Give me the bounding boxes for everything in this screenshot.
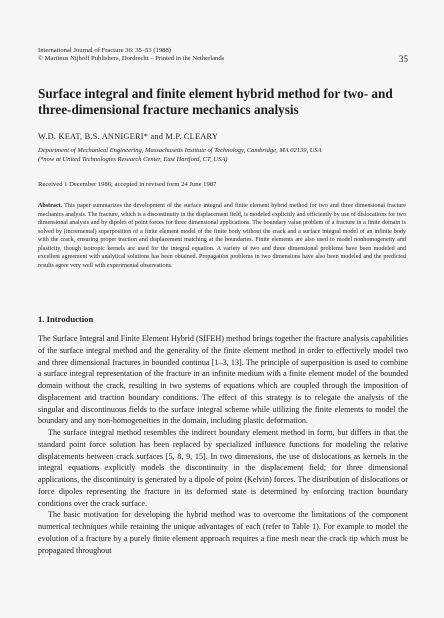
- affiliation: [38, 147, 410, 164]
- journal-line-2: © Martinus Nijhoff Publishers, Dordrecht – Printed in the Netherlands: [38, 55, 225, 63]
- section-heading: 1. Introduction: [38, 314, 94, 324]
- paragraph: The Surface Integral and Finite Element Hybrid (SIFEH) method brings together the fracture analysis capabilities of the surface integral method and the generality of the finite element method in order to effectively model two and three dimensional fractures in bounded continua [1–3, 13]. The principle of superposition is used to combine a surface integral representation of the fracture in an infinite medium with a finite element model of the bounded domain without the crack, resulting in two systems of equations which are coupled through the imposition of displacement and traction boundary conditions. The effect of this strategy is to relegate the analysis of the singular and discontinuous fields to the surface integral scheme while utilizing the finite elements to model the boundary and any non-homogeneities in the domain, including plastic deformation.: [38, 334, 408, 426]
- affiliation-line-2: (*now at United Technologies Research Center, East Hartford, CT, USA): [38, 155, 228, 163]
- journal-citation: [38, 47, 224, 64]
- body-text: [38, 333, 408, 556]
- received-dates: Received 1 December 1986; accepted in revised form 24 June 1987: [38, 181, 217, 188]
- author-list: W.D. KEAT, B.S. ANNIGERI* and M.P. CLEARY: [38, 132, 219, 141]
- affiliation-line-1: Department of Mechanical Engineering, Massachusetts Institute of Technology, Cambridge, MA 02139, USA: [38, 147, 322, 154]
- article-title: Surface integral and finite element hybrid method for two- and three-dimensional fracture mechanics analysis: [38, 86, 393, 117]
- page-number: 35: [399, 54, 408, 64]
- abstract: [38, 202, 406, 270]
- paragraph: The surface integral method resembles the indirect boundary element method in form, but differs in that the standard point force solution has been replaced by specialized influence functions for modeling the relative displacements between crack surfaces [5, 8, 9, 15]. In two dimensions, the use of dislocations as kernels in the integral equations explicitly models the discontinuity in the displacement field; for three dimensional applications, the discontinuity is generated by a dipole of point (Kelvin) forces. The distribution of dislocations or force dipoles representing the fracture in its deformed state is determined by enforcing traction boundary conditions over the crack surface.: [38, 428, 408, 508]
- abstract-text: This paper summarizes the development of the surface integral and finite element hybrid method for two and three dimensional fracture mechanics analysis. The fracture, which is a discontinuity in the displacement field, is modeled explicitly and efficiently by use of dislocations for two dimensional analysis and by dipoles of point forces for three dimensional applications. The boundary value problem of a fracture in a finite domain is solved by (incremental) superposition of a finite element model of the finite body without the crack and a surface integral model of an infinite body with the crack, ensuring proper traction and displacement matching at the boundaries. Finite elements are also used to model nonhomogeneity and plasticity, though isotropic kernels are used for the integral equation. A variety of two and three dimensional problems have been modeled and excellent agreement with analytical solutions has been obtained. Propagation problems in two dimensions have also been modeled and the predicted results agree very well with experimental observations.: [38, 203, 406, 269]
- journal-line-1: International Journal of Fracture 36: 35–53 (1988): [38, 47, 171, 54]
- abstract-label: Abstract.: [38, 203, 63, 209]
- paragraph: The basic motivation for developing the hybrid method was to overcome the limitations of the component numerical techniques while retaining the unique advantages of each (refer to Table 1). For example to model the evolution of a fracture by a purely finite element approach requires a fine mesh near the crack tip which must be propagated throughout: [38, 510, 408, 555]
